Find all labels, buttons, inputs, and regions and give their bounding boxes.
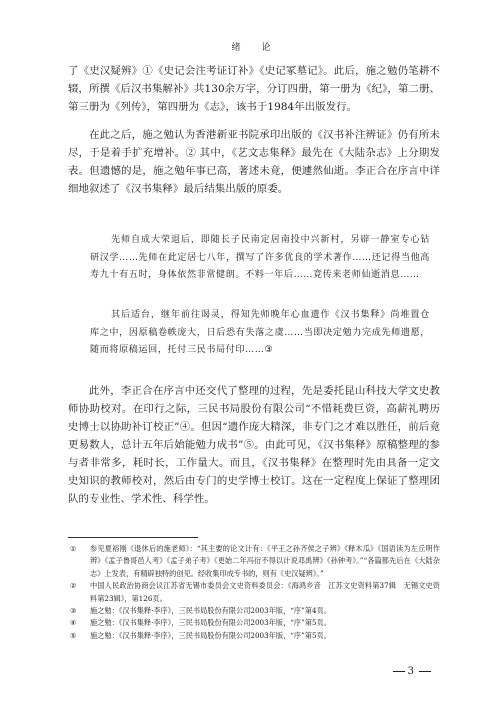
footnote <box>68 630 440 642</box>
block-quote: 先师自成大荣退后，即随长子民南定居南投中兴新村，另辟一静室专心钻研汉学……先师在此定居七八年，撰写了许多优良的学术著作……还记得当他高寿九十有五时，身体依然非常健朗。不料一年后……竟传来老师仙逝消息…… <box>90 235 430 280</box>
footnote-mark: ③ <box>70 606 77 616</box>
body-paragraph: 此外，李正合在序言中还交代了整理的过程，先是委托昆山科技大学文史教师协助校对。在印行之际，三民书局股份有限公司“不惜耗费巨资，高薪礼聘历史博士以协助补订校正”④。但因“遗作庞大精深，非专门之才难以胜任，前后竟更易数人，总计五年后始能勉力成书”⑤。由此可见，《汉书集释》原稿整理的参与者非常多，耗时长，工作量大。而且，《汉书集释》在整理时先由具备一定文史知识的教师校对，然后由专门的史学博士校订。这在一定程度上保证了整理团队的专业性、学术性、科学性。 <box>68 385 440 505</box>
folio-dash-right <box>419 671 431 672</box>
footnote <box>68 617 440 629</box>
footnote <box>68 580 440 605</box>
page-number-value: 3 <box>407 666 416 677</box>
footnote-text: 参见夏裕刚《退休后的施老师》：“其主要的论文计有：《平王之孙齐侯之子辨》《释木瓜》《国语读为左丘明作辨》《孟子鲁哥邑人考》《孟子弟子考》《更始二年冯衍不得以计说邓禹辨》《孙钟考》。”“各篇都先后在《大陆杂志》上发表，有精辟独特的创见。经收集印成专书的，则有《史汉疑辨》。” <box>90 544 440 578</box>
footnote-rule <box>68 537 198 538</box>
footnote-text: 施之勉：《汉书集释·李序》，三民书局股份有限公司2003年版，“序”第5页。 <box>90 630 331 640</box>
footnote-text: 中国人民政治协商会议江苏省无锡市委员会文史资料委员会：《海鸿乡音 江苏文史资料第37辑 无锡文史资料第23辑》，第126页。 <box>90 581 440 603</box>
footnote <box>68 605 440 617</box>
footnote-text: 施之勉：《汉书集释·李序》，三民书局股份有限公司2003年版，“序”第5页。 <box>90 618 331 628</box>
running-head: 绪 论 <box>231 43 277 53</box>
footnote-mark: ① <box>70 544 77 553</box>
footnote-mark: ⑤ <box>70 630 77 640</box>
folio-dash-left <box>393 671 405 672</box>
footnote-mark: ④ <box>70 618 77 628</box>
body-paragraph: 了《史汉疑辨》①《史记会注考证订补》《史记冢墓记》。此后，施之勉仍笔耕不辍，所撰《后汉书集解补》共130余万字，分订四册，第一册为《纪》，第二册、第三册为《列传》，第四册为《志》，该书于1984年出版发行。 <box>68 65 440 113</box>
footnote-text: 施之勉：《汉书集释·李序》，三民书局股份有限公司2003年版，“序”第4页。 <box>90 606 331 616</box>
book-page <box>68 0 440 706</box>
footnote-mark: ② <box>70 581 77 591</box>
body-paragraph: 在此之后，施之勉认为香港新亚书院承印出版的《汉书补注辨证》仍有所未尽，于是着手扩充增补。② 其中，《艺文志集释》最先在《大陆杂志》上分期发表。但遗憾的是，施之勉年事已高，著述未竟，便遽然仙逝。李正合在序言中详细地叙述了《汉书集释》最后结集出版的原委。 <box>68 129 440 195</box>
footnote-list <box>68 543 440 642</box>
footnote <box>68 543 440 580</box>
block-quote: 其后适台，继年前往谒灵，得知先师晚年心血遗作《汉书集释》尚堆置仓库之中，因原稿卷帙庞大，日后恐有失落之虞……当即决定勉力完成先师遗愿，随而将原稿运回，托付三民书局付印……③ <box>90 310 430 355</box>
page-number <box>390 666 434 677</box>
